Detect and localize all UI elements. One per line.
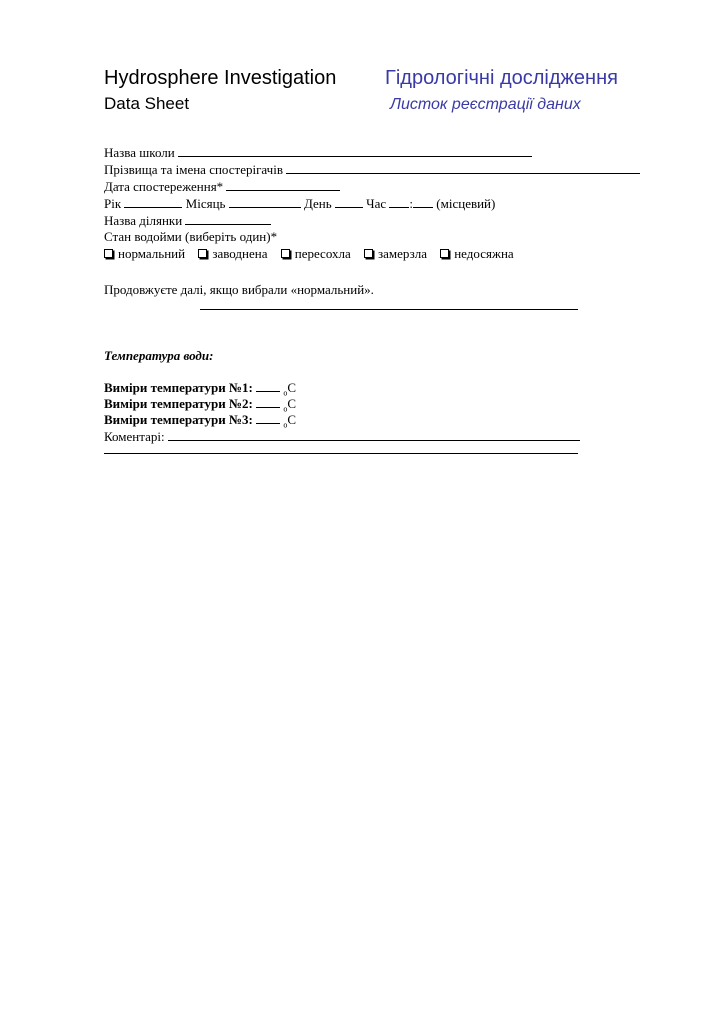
checkbox-icon [104,249,113,258]
site-field[interactable] [185,212,271,225]
option-dry[interactable]: пересохла [281,246,351,261]
option-normal[interactable]: нормальний [104,246,185,261]
observers-field[interactable] [286,161,640,174]
site-row [104,212,271,229]
checkbox-icon [281,249,290,258]
day-field[interactable] [335,195,363,208]
date-parts-row [104,195,495,212]
checkbox-icon [198,249,207,258]
minute-field[interactable] [413,195,433,208]
temperature-field-3[interactable] [256,411,280,424]
divider-line [200,309,578,310]
continue-note: Продовжуєте далі, якщо вибрали «нормальний». [104,282,374,297]
checkbox-icon [440,249,449,258]
date-row [104,178,340,195]
local-time-label: (місцевий) [436,196,496,211]
hour-field[interactable] [389,195,409,208]
title-ukrainian: Гідрологічні дослідження [385,67,618,89]
degree-sign: о [283,420,288,430]
month-field[interactable] [229,195,301,208]
school-row [104,144,532,161]
temperature-row-3 [104,411,296,430]
comments-field[interactable] [168,428,580,441]
month-label: Місяць [185,196,226,211]
temperature-label-1: Виміри температури №1: [104,380,253,395]
observers-label: Прізвища та імена спостерігачів [104,162,283,177]
state-row [104,229,277,245]
school-field[interactable] [178,144,532,157]
date-label: Дата спостереження* [104,179,224,194]
degree-sign: о [283,404,288,414]
observers-row [104,161,640,178]
subtitle-ukrainian: Листок реєстрації даних [390,96,581,113]
temperature-label-3: Виміри температури №3: [104,412,253,427]
option-flooded[interactable]: заводнена [198,246,267,261]
time-separator: : [409,196,414,211]
date-field[interactable] [226,178,340,191]
option-frozen[interactable]: замерзла [364,246,427,261]
time-label: Час [366,196,387,211]
unit-c: C [287,412,297,427]
option-inaccessible[interactable]: недосяжна [440,246,513,261]
state-options [104,246,524,262]
site-label: Назва ділянки [104,213,183,228]
water-temperature-heading: Температура води: [104,348,214,363]
unit-c: C [287,380,297,395]
comments-label: Коментарі: [104,429,165,444]
year-field[interactable] [124,195,182,208]
year-label: Рік [104,196,122,211]
temperature-field-1[interactable] [256,379,280,392]
subtitle-english: Data Sheet [104,94,190,113]
degree-sign: о [283,388,288,398]
comments-row [104,428,580,445]
state-label: Стан водойми (виберіть один)* [104,229,278,244]
title-english: Hydrosphere Investigation [104,67,337,89]
temperature-label-2: Виміри температури №2: [104,396,253,411]
school-label: Назва школи [104,145,175,160]
temperature-field-2[interactable] [256,395,280,408]
unit-c: C [287,396,297,411]
checkbox-icon [364,249,373,258]
day-label: День [303,196,332,211]
comments-line-2[interactable] [104,453,578,454]
